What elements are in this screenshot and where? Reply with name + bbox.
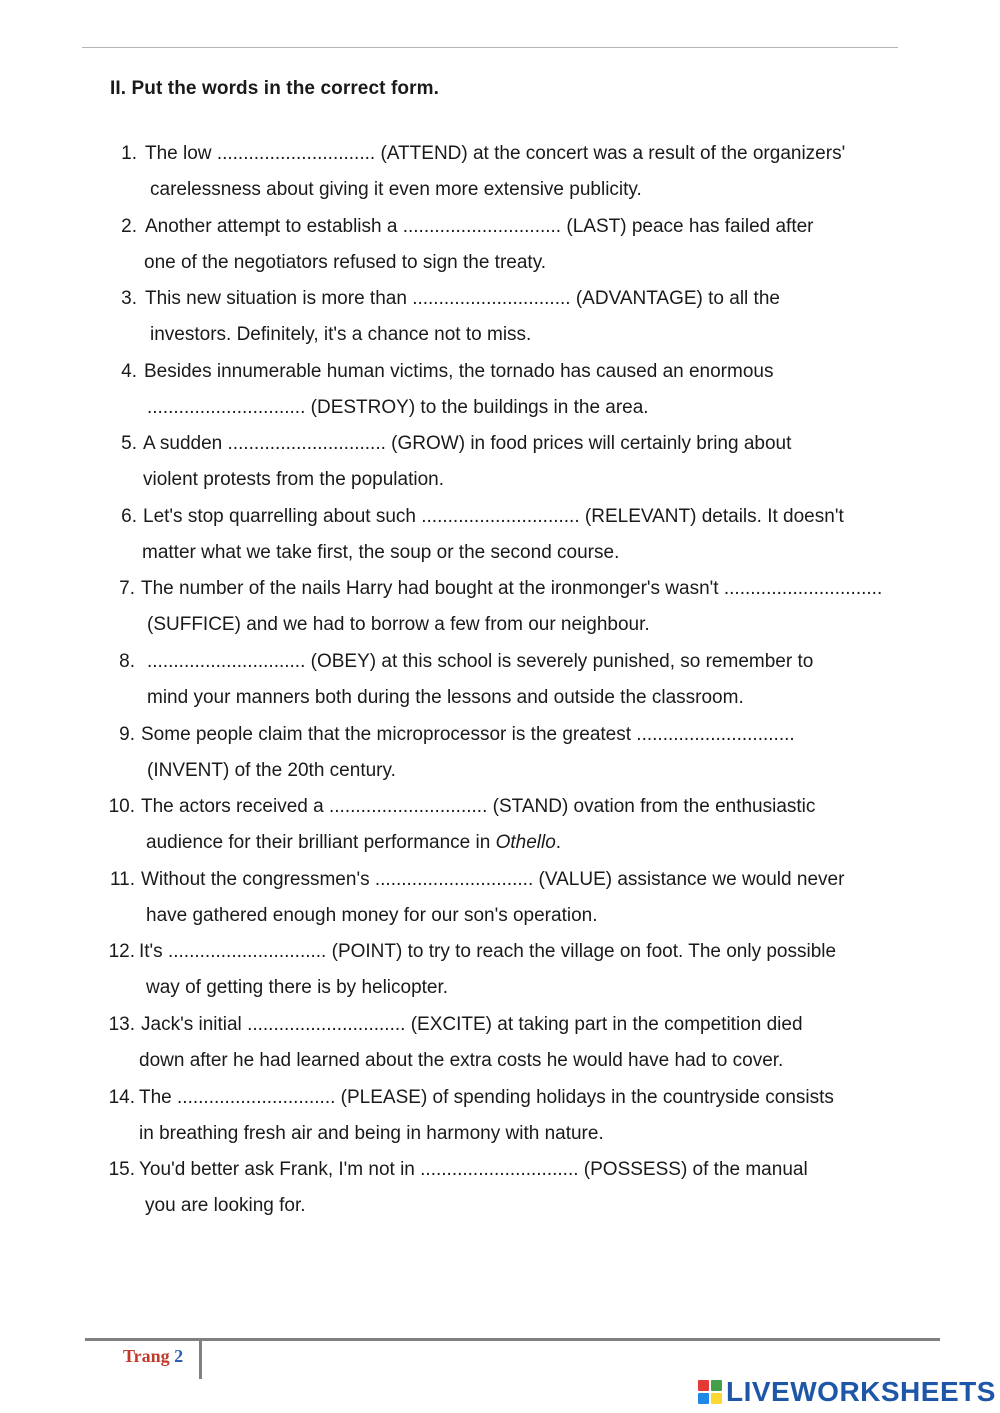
logo-block (698, 1380, 709, 1391)
exercise-line (146, 977, 941, 999)
item-number: 9. (119, 724, 135, 745)
item-number: 8. (119, 651, 135, 672)
logo-text: LIVEWORKSHEETS (726, 1376, 996, 1407)
sentence-text: Besides innumerable human victims, the tornado has caused an enormous (144, 361, 774, 382)
sentence-text: have gathered enough money for our son's operation. (146, 905, 598, 926)
item-number: 5. (121, 433, 137, 454)
exercise-line (119, 578, 961, 600)
sentence-text: (SUFFICE) and we had to borrow a few from our neighbour. (147, 614, 650, 635)
exercise-line (146, 905, 956, 927)
answer-blank[interactable]: .............................. (247, 1014, 406, 1035)
exercise-line (119, 651, 910, 673)
page-number: 2 (174, 1346, 184, 1366)
exercise-line (121, 216, 917, 238)
answer-blank[interactable]: .............................. (412, 288, 571, 309)
sentence-text: A sudden (143, 433, 228, 454)
item-number: 4. (121, 361, 137, 382)
answer-blank[interactable]: .............................. (420, 1159, 579, 1180)
exercise-line (108, 941, 934, 963)
top-divider (82, 47, 898, 48)
exercise-line (147, 687, 910, 709)
sentence-text: down after he had learned about the extra costs he would have had to cover. (139, 1050, 784, 1071)
sentence-text: (ATTEND) at the concert was a result of the organizers' (375, 143, 846, 164)
exercise-line (146, 832, 926, 854)
answer-blank[interactable]: .............................. (402, 216, 562, 237)
footer-bar (199, 1341, 202, 1379)
section-heading: II. Put the words in the correct form. (110, 78, 439, 99)
sentence-text: (LAST) peace has failed after (561, 216, 814, 237)
sentence-text: (VALUE) assistance we would never (533, 869, 845, 890)
answer-blank[interactable]: .............................. (636, 724, 795, 745)
sentence-text: audience for their brilliant performance in (146, 832, 496, 853)
sentence-text: (EXCITE) at taking part in the competition died (405, 1014, 803, 1035)
sentence-text: . (555, 832, 562, 853)
sentence-text: Another attempt to establish a (145, 216, 403, 237)
exercise-line (145, 1195, 915, 1217)
sentence-text: (POSSESS) of the manual (578, 1159, 808, 1180)
item-number: 10. (108, 796, 135, 817)
exercise-line (139, 1050, 899, 1072)
sentence-text: (OBEY) at this school is severely punished, so remember to (305, 651, 814, 672)
exercise-line (139, 1123, 934, 1145)
item-number: 1. (121, 143, 137, 164)
item-number: 15. (108, 1159, 135, 1180)
exercise-line (108, 1014, 901, 1036)
answer-blank[interactable]: .............................. (167, 941, 327, 962)
exercise-line (150, 179, 955, 201)
sentence-text: (DESTROY) to the buildings in the area. (305, 397, 649, 418)
sentence-text: (POINT) to try to reach the village on foot. The only possible (326, 941, 837, 962)
exercise-line (119, 724, 889, 746)
item-number: 14. (108, 1087, 135, 1108)
answer-blank[interactable]: .............................. (227, 433, 386, 454)
sentence-text: Without the congressmen's (141, 869, 375, 890)
exercise-line (108, 1087, 934, 1109)
sentence-text: The actors received a (141, 796, 329, 817)
footer-divider (85, 1338, 940, 1341)
item-number: 11. (109, 869, 135, 890)
answer-blank[interactable]: .............................. (723, 578, 883, 599)
sentence-text: (ADVANTAGE) to all the (570, 288, 780, 309)
exercise-line (147, 397, 862, 419)
logo-block (698, 1393, 709, 1404)
page-label (123, 1346, 183, 1367)
logo-block (711, 1393, 722, 1404)
item-number: 2. (121, 216, 137, 237)
exercise-line (108, 1159, 909, 1181)
sentence-text: matter what we take first, the soup or the second course. (142, 542, 620, 563)
sentence-text: The (139, 1087, 178, 1108)
sentence-text: (GROW) in food prices will certainly bring about (385, 433, 792, 454)
exercise-line (109, 869, 951, 891)
logo-blocks-icon (698, 1380, 722, 1404)
exercise-line (121, 288, 880, 310)
answer-blank[interactable]: .............................. (147, 651, 306, 672)
sentence-text: one of the negotiators refused to sign the treaty. (144, 252, 547, 273)
item-number: 13. (108, 1014, 135, 1035)
sentence-text: way of getting there is by helicopter. (146, 977, 449, 998)
sentence-text: It's (139, 941, 168, 962)
sentence-text: Some people claim that the microprocessor is the greatest (141, 724, 637, 745)
answer-blank[interactable]: .............................. (216, 143, 376, 164)
exercise-line (121, 361, 859, 383)
exercise-line (121, 143, 950, 165)
sentence-text: (RELEVANT) details. It doesn't (579, 506, 844, 527)
exercise-line (147, 760, 895, 782)
exercise-line (147, 614, 967, 636)
sentence-text: Jack's initial (141, 1014, 248, 1035)
exercise-line (108, 796, 921, 818)
exercise-line (121, 506, 951, 528)
title-text: Othello (495, 832, 556, 853)
logo-block (711, 1380, 722, 1391)
item-number: 3. (121, 288, 137, 309)
sentence-text: mind your manners both during the lessons and outside the classroom. (147, 687, 744, 708)
sentence-text: The number of the nails Harry had bought at the ironmonger's wasn't (141, 578, 724, 599)
exercise-line (144, 252, 916, 274)
sentence-text: (INVENT) of the 20th century. (147, 760, 396, 781)
sentence-text: violent protests from the population. (143, 469, 445, 490)
sentence-text: in breathing fresh air and being in harmony with nature. (139, 1123, 604, 1144)
sentence-text: The low (145, 143, 217, 164)
sentence-text: You'd better ask Frank, I'm not in (139, 1159, 421, 1180)
liveworksheets-logo (698, 1376, 996, 1408)
sentence-text: carelessness about giving it even more extensive publicity. (150, 179, 642, 200)
item-number: 12. (108, 941, 135, 962)
sentence-text: Let's stop quarrelling about such (143, 506, 422, 527)
answer-blank[interactable]: .............................. (147, 397, 306, 418)
page-label-text: Trang (123, 1346, 170, 1366)
sentence-text: This new situation is more than (145, 288, 413, 309)
exercise-line (143, 469, 893, 491)
item-number: 7. (119, 578, 135, 599)
sentence-text: investors. Definitely, it's a chance not to miss. (150, 324, 532, 345)
sentence-text: (PLEASE) of spending holidays in the countryside consists (335, 1087, 834, 1108)
exercise-line (142, 542, 950, 564)
answer-blank[interactable]: .............................. (421, 506, 580, 527)
exercise-line (150, 324, 885, 346)
answer-blank[interactable]: .............................. (177, 1087, 336, 1108)
item-number: 6. (121, 506, 137, 527)
sentence-text: (STAND) ovation from the enthusiastic (487, 796, 816, 817)
answer-blank[interactable]: .............................. (328, 796, 488, 817)
sentence-text: you are looking for. (145, 1195, 306, 1216)
answer-blank[interactable]: .............................. (374, 869, 534, 890)
exercise-line (121, 433, 893, 455)
